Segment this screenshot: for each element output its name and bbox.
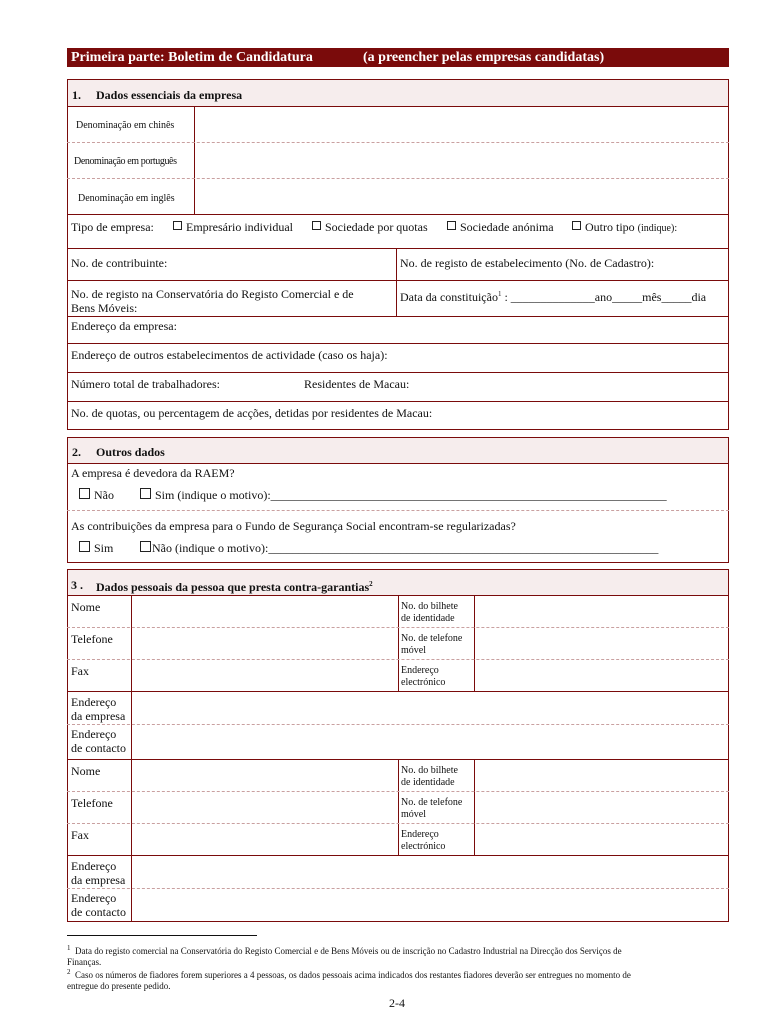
label-total-trabalhadores: Número total de trabalhadores: — [71, 377, 220, 391]
label-telefone-movel: No. de telefone móvel — [401, 633, 463, 656]
label-endereco-da-empresa: Endereço da empresa — [71, 695, 126, 723]
checkbox-icon — [173, 221, 182, 230]
footnote-2: $^2$ Caso os números de fiadores forem superiores a 4 pessoas, os dados pessoais acima indicados dos restantes fiadores deverão ser entregues no momento de entregue do presente pedido. — [67, 968, 631, 991]
label-bilhete-identidade-2: No. do bilhete de identidade — [401, 765, 458, 788]
label-nome-2: Nome — [71, 764, 101, 778]
option-sociedade-quotas[interactable]: Sociedade por quotas — [312, 220, 428, 234]
label-registo-line2: Bens Móveis: — [71, 301, 138, 315]
input-name-chinese[interactable] — [196, 108, 726, 140]
question-seguranca-social: As contribuições da empresa para o Fundo de Segurança Social encontram-se regularizadas? — [71, 519, 516, 533]
label-bilhete-identidade: No. do bilhete de identidade — [401, 601, 458, 624]
label-endereco-contacto: Endereço de contacto — [71, 727, 126, 755]
label-fax-2: Fax — [71, 828, 89, 842]
page-number: 2-4 — [389, 996, 405, 1010]
label-nome: Nome — [71, 600, 101, 614]
label-email-2: Endereço electrónico — [401, 829, 446, 852]
footnote-divider — [67, 935, 257, 936]
checkbox-icon — [140, 541, 151, 552]
label-endereco-contacto-2: Endereço de contacto — [71, 891, 126, 919]
part-header — [67, 48, 729, 67]
footnote-1: $^1$ Data do registo comercial na Conservatória do Registo Comercial e de Bens Móveis ou de inscrição no Cadastro Industrial na Direcção dos Serviços de Finanças. — [67, 944, 622, 967]
checkbox-icon — [140, 488, 151, 499]
question-devedora-raem: A empresa é devedora da RAEM? — [71, 466, 235, 480]
option-ss-sim[interactable]: Sim — [79, 541, 113, 555]
option-ss-nao[interactable]: Não (indique o motivo):_________________________________________________________________ — [140, 541, 658, 555]
checkbox-icon — [572, 221, 581, 230]
label-data-constituicao: Data da constituição$^1$ : ______________ano_____mês_____dia — [400, 290, 707, 304]
section-3-title: Dados pessoais da pessoa que presta contra-garantias$^2$ — [96, 580, 373, 594]
input-name-portuguese[interactable] — [196, 144, 726, 176]
label-registo-line1: No. de registo na Conservatória do Registo Comercial e de — [71, 287, 354, 301]
section-3-number: 3 . — [71, 578, 83, 592]
option-sociedade-anonima[interactable]: Sociedade anónima — [447, 220, 554, 234]
label-estabelecimento: No. de registo de estabelecimento (No. de Cadastro): — [400, 256, 655, 270]
option-raem-sim[interactable]: Sim (indique o motivo):__________________________________________________________________ — [140, 488, 667, 502]
label-telefone: Telefone — [71, 632, 113, 646]
checkbox-icon — [79, 488, 90, 499]
label-endereco-empresa: Endereço da empresa: — [71, 319, 177, 333]
part-title: Primeira parte: Boletim de Candidatura — [71, 50, 313, 65]
label-residentes-macau: Residentes de Macau: — [304, 377, 410, 391]
label-endereco-da-empresa-2: Endereço da empresa — [71, 859, 126, 887]
section-1-title: Dados essenciais da empresa — [96, 88, 243, 102]
label-contribuinte: No. de contribuinte: — [71, 256, 168, 270]
label-outros-estabelecimentos: Endereço de outros estabelecimentos de actividade (caso os haja): — [71, 348, 388, 362]
label-telefone-movel-2: No. de telefone móvel — [401, 797, 463, 820]
label-name-portuguese: Denominação em português — [74, 156, 177, 167]
label-name-chinese: Denominação em chinês — [76, 120, 175, 131]
label-fax: Fax — [71, 664, 89, 678]
label-company-type: Tipo de empresa: — [71, 220, 154, 234]
section-1-number: 1. — [72, 88, 81, 102]
label-quotas-residentes: No. de quotas, ou percentagem de acções, detidas por residentes de Macau: — [71, 406, 433, 420]
label-telefone-2: Telefone — [71, 796, 113, 810]
input-name-english[interactable] — [196, 180, 726, 212]
label-email: Endereço electrónico — [401, 665, 446, 688]
checkbox-icon — [79, 541, 90, 552]
option-raem-nao[interactable]: Não — [79, 488, 114, 502]
checkbox-icon — [447, 221, 456, 230]
part-subtitle: (a preencher pelas empresas candidatas) — [363, 50, 605, 65]
section-2-number: 2. — [72, 445, 81, 459]
option-empresario-individual[interactable]: Empresário individual — [173, 220, 293, 234]
label-name-english: Denominação em inglês — [78, 193, 175, 204]
section-2-title: Outros dados — [96, 445, 165, 459]
checkbox-icon — [312, 221, 321, 230]
option-outro-tipo[interactable]: Outro tipo (indique): — [572, 220, 677, 235]
